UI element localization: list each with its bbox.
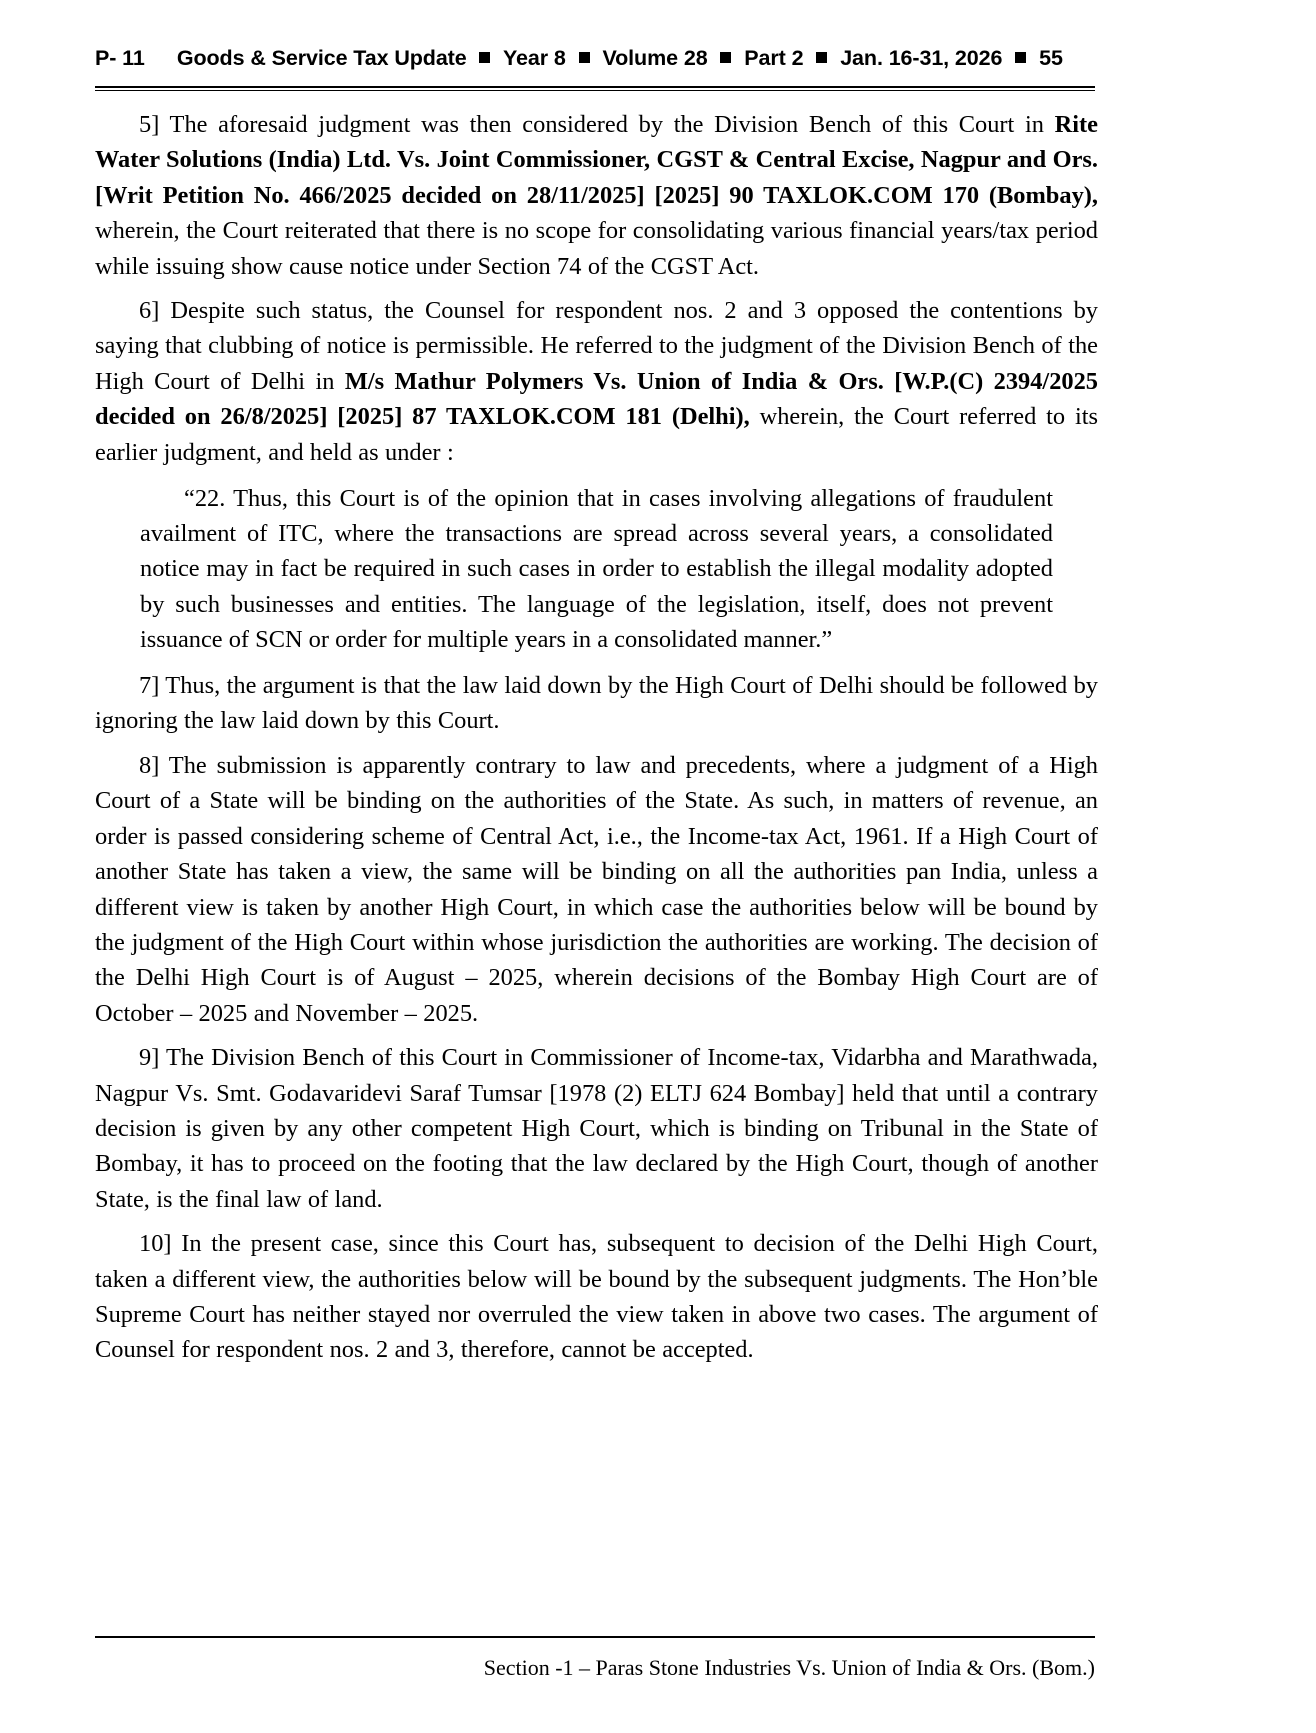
- paragraph-6: [95, 293, 1098, 470]
- paragraph-8: 8] The submission is apparently contrary to law and precedents, where a judgment of a High Court of a State will be binding on the authorities of the State. As such, in matters of revenue, an order is passed considering scheme of Central Act, i.e., the Income-tax Act, 1961. If a High Court of another State has taken a view, the same will be binding on all the authorities pan India, unless a different view is taken by another High Court, in which case the authorities below will be bound by the judgment of the High Court within whose jurisdiction the authorities are working. The decision of the Delhi High Court is of August – 2025, wherein decisions of the Bombay High Court are of October – 2025 and November – 2025.: [95, 751, 1098, 1027]
- header-title-volume: Volume 28: [602, 46, 708, 70]
- paragraph-5-lead: 5] The aforesaid judgment was then considered by the Division Bench of this Court in: [139, 111, 1055, 138]
- paragraph-5-tail: wherein, the Court reiterated that there is no scope for consolidating various financial years/tax period while issuing show cause notice under Section 74 of the CGST Act.: [95, 217, 1098, 280]
- header-title: [145, 46, 1095, 71]
- black-square-bullet-icon: [479, 44, 490, 69]
- paragraph-7: 7] Thus, the argument is that the law laid down by the High Court of Delhi should be followed by ignoring the law laid down by this Court.: [95, 672, 1098, 735]
- block-quote: [95, 481, 1053, 657]
- header-title-year: Year 8: [502, 46, 566, 70]
- black-square-bullet-icon: [1015, 44, 1026, 69]
- paragraph-10: 10] In the present case, since this Court has, subsequent to decision of the Delhi High Court, taken a different view, the authorities below will be bound by the subsequent judgments. The Hon’ble Supreme Court has neither stayed nor overruled the view taken in above two cases. The argument of Counsel for respondent nos. 2 and 3, therefore, cannot be accepted.: [95, 1230, 1098, 1364]
- header-page-marker: P- 11: [95, 46, 145, 70]
- paragraph-9: 9] The Division Bench of this Court in Commissioner of Income-tax, Vidarbha and Marathwada, Nagpur Vs. Smt. Godavaridevi Saraf Tumsar [1978 (2) ELTJ 624 Bombay] held that until a contrary decision is given by any other competent High Court, which is binding on Tribunal in the State of Bombay, it has to proceed on the footing that the law declared by the High Court, though of another State, is the final law of land.: [95, 1044, 1098, 1213]
- header-title-publication: Goods & Service Tax Update: [176, 46, 467, 70]
- document-body: [95, 107, 1098, 1368]
- footer-divider: [95, 1636, 1095, 1638]
- running-header: [95, 46, 1095, 86]
- black-square-bullet-icon: [816, 44, 827, 69]
- header-divider: [95, 86, 1095, 88]
- paragraph-6-tail: wherein, the Court referred to its earlier judgment, and held as under :: [95, 403, 1098, 466]
- black-square-bullet-icon: [579, 44, 590, 69]
- paragraph-6-citation: M/s Mathur Polymers Vs. Union of India & Ors. [W.P.(C) 2394/2025 decided on 26/8/2025] [2025] 87 TAXLOK.COM 181 (Delhi),: [95, 367, 1098, 431]
- header-title-part: Part 2: [744, 46, 804, 70]
- header-title-page-number: 55: [1039, 46, 1063, 70]
- paragraph-6-lead: 6] Despite such status, the Counsel for respondent nos. 2 and 3 opposed the contentions by saying that clubbing of notice is permissible. He referred to the judgment of the Division Bench of the High Court of Delhi in: [95, 297, 1098, 395]
- footer-section-reference: Section -1 – Paras Stone Industries Vs. Union of India & Ors. (Bom.): [483, 1655, 1095, 1680]
- black-square-bullet-icon: [720, 44, 731, 69]
- block-quote-paragraph-22: “22. Thus, this Court is of the opinion that in cases involving allegations of fraudulent availment of ITC, where the transactions are spread across several years, a consolidated notice may in fact be required in such cases in order to establish the illegal modality adopted by such businesses and entities. The language of the legislation, itself, does not prevent issuance of SCN or order for multiple years in a consolidated manner.”: [140, 485, 1053, 653]
- paragraph-5: [95, 107, 1098, 284]
- paragraph-5-citation: Rite Water Solutions (India) Ltd. Vs. Joint Commissioner, CGST & Central Excise, Nagpur and Ors. [Writ Petition No. 466/2025 decided on 28/11/2025] [2025] 90 TAXLOK.COM 170 (Bombay),: [95, 111, 1098, 209]
- header-title-date: Jan. 16-31, 2026: [840, 46, 1003, 70]
- running-footer: [95, 1652, 1095, 1684]
- header-row: [95, 46, 1095, 71]
